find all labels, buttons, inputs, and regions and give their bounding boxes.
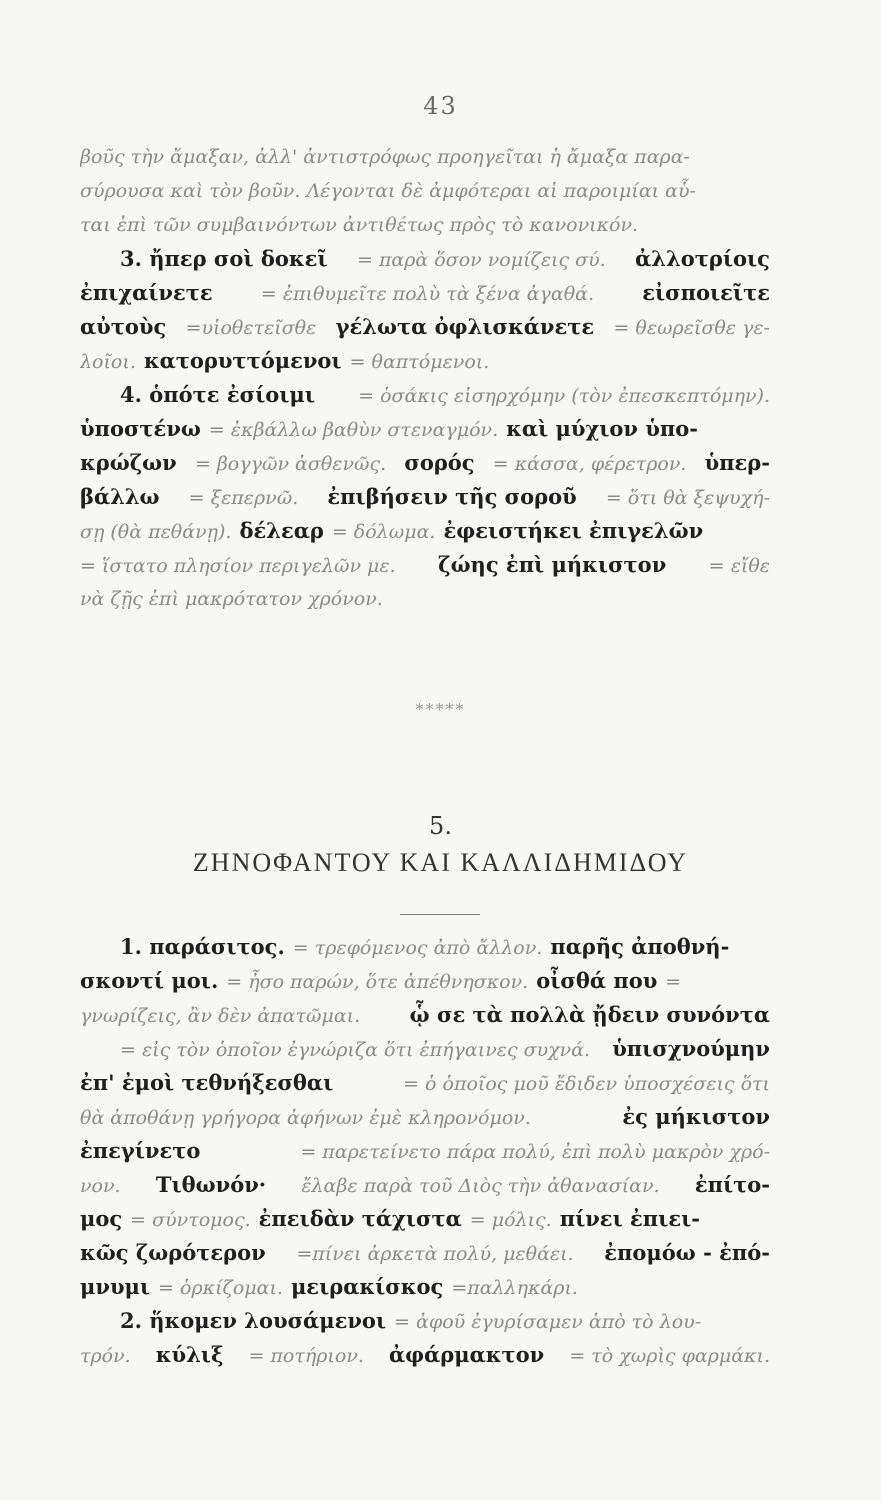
text-line: [80, 208, 770, 242]
gloss-text: = δόλωμα.: [331, 521, 436, 543]
gloss-text: = θεωρεῖσθε γε-: [613, 317, 770, 339]
gloss-text: σῃ (θὰ πεθάνῃ).: [80, 521, 232, 543]
gloss-text: = ὁσάκις εἰσηρχόμην (τὸν ἐπεσκεπτόμην).: [358, 385, 770, 407]
section-divider: *****: [415, 700, 466, 719]
lemma-term: ἐφειστήκει ἐπιγελῶν: [443, 518, 704, 543]
text-line: [80, 964, 770, 998]
lemma-term: ᾧ σε τὰ πολλὰ ᾔδειν συνόντα: [409, 1002, 770, 1027]
gloss-text: = παρετείνετο πάρα πολύ, ἐπὶ πολὺ μακρὸν χρό-: [300, 1141, 770, 1163]
text-line: [80, 1338, 770, 1372]
gloss-text: = κάσσα, φέρετρον.: [492, 453, 687, 475]
gloss-text: =: [665, 971, 682, 993]
text-line: [80, 480, 770, 514]
gloss-text: = εἰς τὸν ὁποῖον ἐγνώριζα ὅτι ἐπήγαινες συχνά.: [120, 1039, 591, 1061]
gloss-text: =υἱοθετεῖσθε: [185, 317, 317, 339]
lemma-term: ἐπεγίνετο: [80, 1138, 201, 1163]
section-title: ΖΗΝΟΦΑΝΤΟΥ ΚΑΙ ΚΑΛΛΙΔΗΜΙΔΟΥ: [192, 848, 689, 877]
gloss-text: = ξεπερνῶ.: [188, 487, 299, 509]
text-line: [80, 1168, 770, 1202]
text-line: [80, 998, 770, 1032]
lemma-term: ἐπειδὰν τάχιστα: [258, 1206, 462, 1231]
lemma-term: πίνει ἐπιει-: [559, 1206, 700, 1231]
lemma-term: ἐπ' ἐμοὶ τεθνήξεσθαι: [80, 1070, 334, 1095]
lemma-term: ὑπισχνούμην: [612, 1036, 770, 1061]
gloss-text: ἔλαβε παρὰ τοῦ Διὸς τὴν ἀθανασίαν.: [301, 1175, 660, 1197]
gloss-text: γνωρίζεις, ἂν δὲν ἀπατῶμαι.: [80, 1005, 361, 1027]
text-line: [80, 1066, 770, 1100]
gloss-text: θὰ ἀποθάνῃ γρήγορα ἀφήνων ἐμὲ κληρονόμον.: [80, 1107, 531, 1129]
lemma-term: 4. ὁπότε ἐσίοιμι: [120, 382, 315, 407]
section-number: 5.: [429, 812, 452, 840]
gloss-text: = ἵστατο πλησίον περιγελῶν με.: [80, 555, 396, 577]
text-line: [80, 930, 770, 964]
text-line: [80, 1100, 770, 1134]
lemma-term: γέλωτα ὀφλισκάνετε: [335, 314, 595, 339]
lemma-term: σορός: [404, 450, 475, 475]
text-line: [80, 446, 770, 480]
gloss-text: = ὅτι θὰ ξεψυχή-: [605, 487, 770, 509]
lemma-term: μνυμι: [80, 1274, 151, 1299]
lemma-term: βάλλω: [80, 484, 160, 509]
lemma-term: 2. ἥκομεν λουσάμενοι: [120, 1308, 387, 1333]
commentary-block-2: [80, 930, 770, 1372]
lemma-term: ἐπιβήσειν τῆς σοροῦ: [327, 484, 577, 509]
lemma-term: κατορυττόμενοι: [143, 348, 342, 373]
lemma-term: ἀλλοτρίοις: [635, 246, 770, 271]
gloss-text: = τρεφόμενος ἀπὸ ἄλλον.: [292, 937, 543, 959]
lemma-term: μος: [80, 1206, 123, 1231]
text-line: [80, 514, 770, 548]
text-line: [80, 1270, 770, 1304]
text-line: [80, 1032, 770, 1066]
gloss-text: = ἀφοῦ ἐγυρίσαμεν ἀπὸ τὸ λου-: [394, 1311, 702, 1333]
gloss-text: = τὸ χωρὶς φαρμάκι.: [569, 1345, 770, 1367]
gloss-text: = μόλις.: [469, 1209, 552, 1231]
lemma-term: Τιθωνόν·: [155, 1172, 267, 1197]
gloss-text: = εἴθε: [708, 555, 770, 577]
lemma-term: παρῆς ἀποθνή-: [550, 934, 730, 959]
lemma-term: οἶσθά που: [536, 968, 658, 993]
lemma-term: αὐτοὺς: [80, 314, 167, 339]
text-line: [80, 140, 770, 174]
gloss-text: ται ἐπὶ τῶν συμβαινόντων ἀντιθέτως πρὸς τὸ κανονικόν.: [80, 214, 639, 236]
text-line: [80, 412, 770, 446]
lemma-term: ἐπομόω - ἐπό-: [604, 1240, 770, 1265]
gloss-text: νὰ ζῇς ἐπὶ μακρότατον χρόνον.: [80, 588, 383, 610]
gloss-text: = ἐπιθυμεῖτε πολὺ τὰ ξένα ἀγαθά.: [260, 283, 595, 305]
lemma-term: ζώης ἐπὶ μήκιστον: [438, 552, 667, 577]
gloss-text: νον.: [80, 1175, 121, 1197]
gloss-text: = θαπτόμενοι.: [349, 351, 490, 373]
gloss-text: τρόν.: [80, 1345, 131, 1367]
text-line: [80, 344, 770, 378]
text-line: [80, 1304, 770, 1338]
gloss-text: βοῦς τὴν ἄμαξαν, ἀλλ' ἀντιστρόφως προηγεῖται ἡ ἄμαξα παρα-: [80, 146, 690, 168]
lemma-term: μειρακίσκος: [290, 1274, 444, 1299]
text-line: [80, 174, 770, 208]
commentary-block-1: [80, 140, 770, 616]
lemma-term: ἐπιχαίνετε: [80, 280, 213, 305]
gloss-text: = ὁρκίζομαι.: [158, 1277, 283, 1299]
text-line: [80, 1202, 770, 1236]
text-line: [80, 378, 770, 412]
lemma-term: κρώζων: [80, 450, 177, 475]
lemma-term: κῶς ζωρότερον: [80, 1240, 266, 1265]
lemma-term: δέλεαρ: [239, 518, 324, 543]
text-line: [80, 310, 770, 344]
gloss-text: λοῖοι.: [80, 351, 136, 373]
gloss-text: = ἦσο παρών, ὅτε ἀπέθνησκον.: [226, 971, 529, 993]
gloss-text: = βογγῶν ἀσθενῶς.: [194, 453, 387, 475]
lemma-term: καὶ μύχιον ὑπο-: [506, 416, 698, 441]
gloss-text: σύρουσα καὶ τὸν βοῦν. Λέγονται δὲ ἀμφότεραι αἱ παροιμίαι αὗ-: [80, 180, 696, 202]
gloss-text: = παρὰ ὅσον νομίζεις σύ.: [356, 249, 606, 271]
lemma-term: 1. παράσιτος.: [120, 934, 285, 959]
lemma-term: ἐπίτο-: [694, 1172, 770, 1197]
lemma-term: σκοντί μοι.: [80, 968, 219, 993]
lemma-term: ἐς μήκιστον: [622, 1104, 770, 1129]
gloss-text: = ποτήριον.: [248, 1345, 364, 1367]
title-rule: [400, 914, 480, 915]
text-line: [80, 276, 770, 310]
gloss-text: =παλληκάρι.: [451, 1277, 578, 1299]
lemma-term: εἰσποιεῖτε: [642, 280, 770, 305]
text-line: [80, 582, 770, 616]
lemma-term: κύλιξ: [155, 1342, 224, 1367]
page-number: 43: [423, 92, 458, 120]
lemma-term: ἀφάρμακτον: [388, 1342, 545, 1367]
text-line: [80, 242, 770, 276]
text-line: [80, 548, 770, 582]
lemma-term: ὑπερ-: [704, 450, 770, 475]
gloss-text: = σύντομος.: [130, 1209, 251, 1231]
gloss-text: = ὁ ὁποῖος μοῦ ἔδιδεν ὑποσχέσεις ὅτι: [403, 1073, 770, 1095]
gloss-text: =πίνει ἀρκετὰ πολύ, μεθάει.: [296, 1243, 574, 1265]
lemma-term: 3. ἤπερ σοὶ δοκεῖ: [120, 246, 328, 271]
gloss-text: = ἐκβάλλω βαθὺν στεναγμόν.: [208, 419, 499, 441]
text-line: [80, 1236, 770, 1270]
text-line: [80, 1134, 770, 1168]
lemma-term: ὑποστένω: [80, 416, 201, 441]
